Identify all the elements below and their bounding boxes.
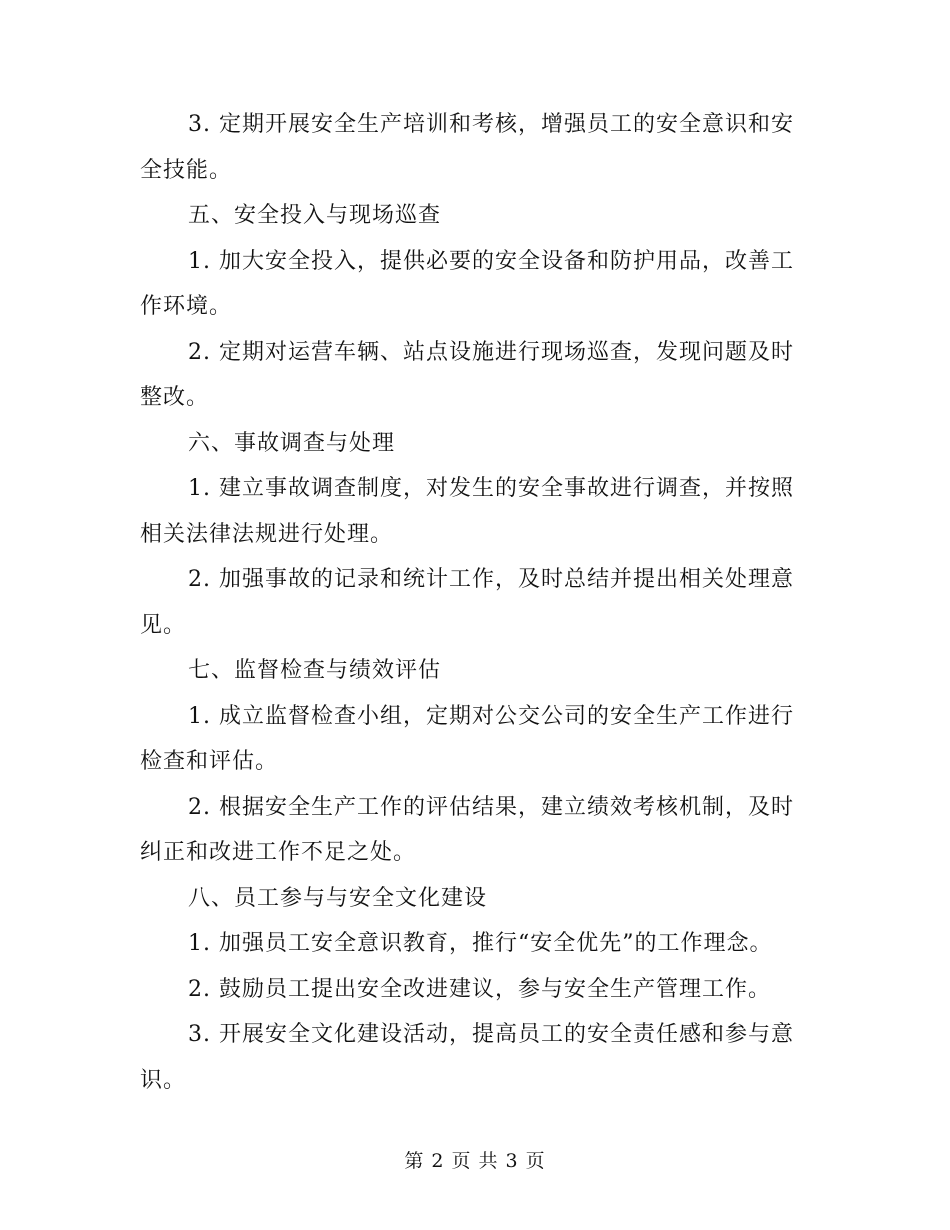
paragraph-safety-education: 1. 加强员工安全意识教育，推行“安全优先”的工作理念。 bbox=[188, 931, 773, 956]
paragraph-safety-investment: 1. 加大安全投入，提供必要的安全设备和防护用品，改善工作环境。 bbox=[140, 248, 794, 319]
section-heading-5: 五、安全投入与现场巡查 bbox=[188, 203, 442, 228]
paragraph-accident-records: 2. 加强事故的记录和统计工作，及时总结并提出相关处理意见。 bbox=[140, 567, 794, 638]
section-heading-8: 八、员工参与与安全文化建设 bbox=[188, 885, 488, 911]
paragraph-accident-investigation: 1. 建立事故调查制度，对发生的安全事故进行调查，并按照相关法律法规进行处理。 bbox=[140, 476, 794, 547]
section-heading-6: 六、事故调查与处理 bbox=[188, 430, 396, 456]
paragraph-site-inspection: 2. 定期对运营车辆、站点设施进行现场巡查，发现问题及时整改。 bbox=[140, 339, 794, 410]
paragraph-employee-suggestions: 2. 鼓励员工提出安全改进建议，参与安全生产管理工作。 bbox=[188, 976, 771, 1002]
paragraph-safety-culture: 3. 开展安全文化建设活动，提高员工的安全责任感和参与意识。 bbox=[140, 1022, 794, 1093]
paragraph-training: 3. 定期开展安全生产培训和考核，增强员工的安全意识和安全技能。 bbox=[140, 112, 794, 183]
section-heading-7: 七、监督检查与绩效评估 bbox=[188, 658, 442, 683]
paragraph-supervision-group: 1. 成立监督检查小组，定期对公交公司的安全生产工作进行检查和评估。 bbox=[140, 703, 794, 774]
document-body bbox=[140, 102, 808, 1103]
paragraph-performance-evaluation: 2. 根据安全生产工作的评估结果，建立绩效考核机制，及时纠正和改进工作不足之处。 bbox=[140, 794, 794, 865]
page-number-footer: 第 2 页 共 3 页 bbox=[404, 1150, 546, 1172]
